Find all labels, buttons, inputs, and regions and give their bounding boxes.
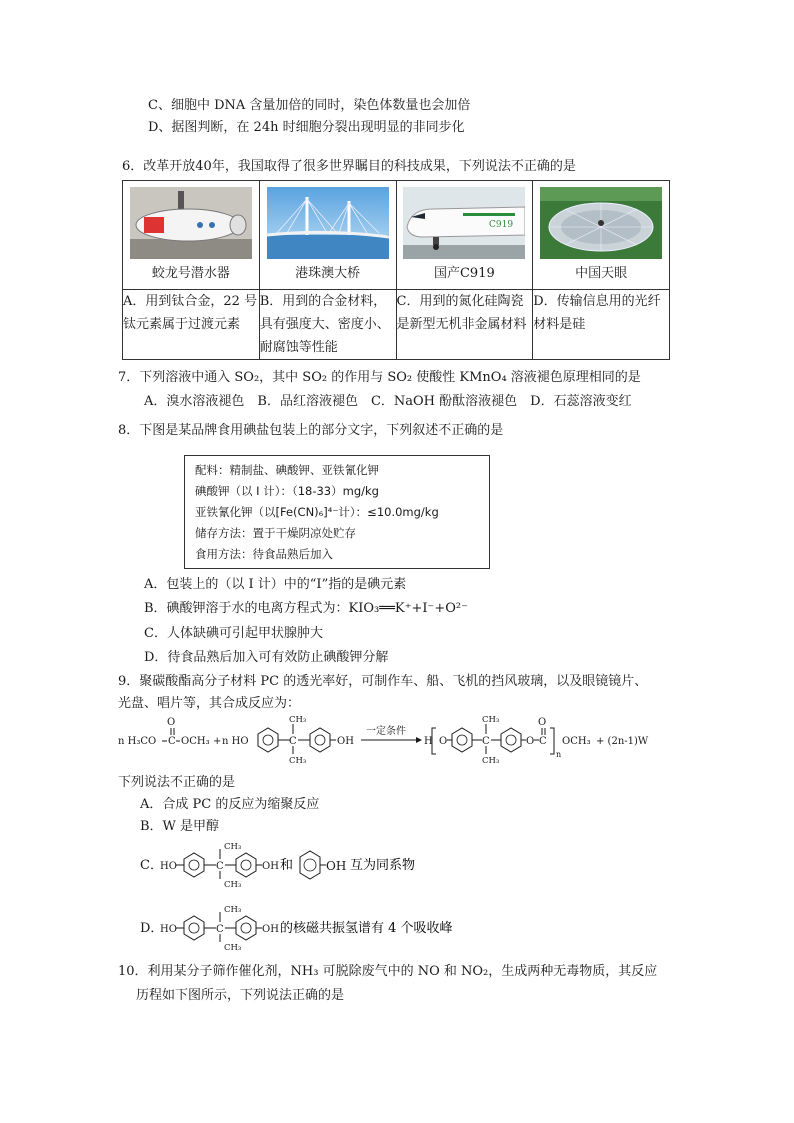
q6-option-a: A．用到钛合金，22 号钛元素属于过渡元素: [123, 290, 260, 360]
q8-option-c: C．人体缺碘可引起甲状腺肿大: [144, 626, 323, 641]
bridge-image: [267, 187, 389, 259]
q9-option-c-end: 互为同系物: [350, 858, 416, 873]
product-o: O: [439, 736, 448, 747]
salt-label-box: [184, 455, 490, 569]
q6-table: [122, 180, 670, 360]
bisphenol-c: C: [216, 861, 224, 872]
salt-line-ingredients: 配料：精制盐、碘酸钾、亚铁氰化钾: [195, 463, 379, 477]
salt-line-storage: 储存方法：置于干燥阴凉处贮存: [195, 526, 356, 540]
telescope-image: [540, 187, 662, 259]
q9-option-c-and: 和: [280, 858, 294, 873]
product-end: OCH₃: [562, 736, 591, 747]
salt-line-usage: 食用方法：待食品熟后加入: [195, 547, 333, 561]
reaction-byproduct: + (2n-1)W: [596, 736, 649, 747]
q7-stem: 7．下列溶液中通入 SO₂，其中 SO₂ 的作用与 SO₂ 使酸性 KMnO₄ 溶液褪色原理相同的是: [118, 370, 641, 385]
reaction-methoxy-end: OCH₃: [181, 736, 210, 747]
product-carbonyl-o: O: [538, 717, 547, 728]
q9-option-b: B．W 是甲醇: [140, 819, 220, 834]
q6-option-c: C．用到的氮化硅陶瓷是新型无机非金属材料: [396, 290, 533, 360]
reaction-bisphenol-ho: n HO: [222, 736, 249, 747]
salt-line-iodate: 碘酸钾（以 I 计）：（18-33）mg/kg: [195, 484, 379, 498]
q6-caption-d: 中国天眼: [575, 266, 628, 281]
q9-option-d-end: 的核磁共振氢谱有 4 个吸收峰: [280, 921, 453, 936]
phenol-oh: OH: [326, 859, 347, 873]
reaction-ch3-bottom: CH₃: [289, 756, 307, 766]
q6-cell-telescope: [533, 181, 670, 290]
bisphenol-ch3-bottom: CH₃: [224, 880, 242, 890]
q9-stem-line1: 9．聚碳酸酯高分子材料 PC 的透光率好，可制作车、船、飞机的挡风玻璃，以及眼镜镜片、: [118, 674, 648, 689]
product-h: H: [424, 736, 433, 747]
q9-option-c-structures: [160, 838, 450, 890]
product-o2: O: [526, 736, 535, 747]
q10-stem-line2: 历程如下图所示，下列说法正确的是: [136, 988, 345, 1003]
q6-cell-plane: [396, 181, 533, 290]
d-bisphenol-ch3-bottom: CH₃: [224, 943, 242, 953]
q9-stem-line2: 光盘、唱片等，其合成反应为：: [118, 696, 301, 711]
q6-cell-submarine: [123, 181, 260, 290]
reaction-ester-carbon: C: [168, 736, 176, 747]
q6-option-b: B．用到的合金材料，具有强度大、密度小、耐腐蚀等性能: [259, 290, 396, 360]
q9-stem-line3: 下列说法不正确的是: [118, 775, 236, 790]
reaction-condition: 一定条件: [366, 726, 406, 737]
bisphenol-ho: HO: [160, 861, 177, 872]
bisphenol-ch3-top: CH₃: [224, 842, 242, 852]
q8-stem: 8．下图是某品牌食用碘盐包装上的部分文字，下列叙述不正确的是: [118, 423, 504, 438]
reaction-carbonyl-oxygen: O: [167, 717, 176, 728]
reaction-ch3-top: CH₃: [289, 715, 307, 725]
q10-stem-line1: 10．利用某分子筛作催化剂，NH₃ 可脱除废气中的 NO 和 NO₂，生成两种无毒物质，其反应: [118, 964, 658, 979]
q8-option-b: B．碘酸钾溶于水的电离方程式为：KIO₃══K⁺+I⁻+O²⁻: [144, 601, 469, 616]
bisphenol-oh: OH: [262, 861, 279, 872]
product-c: C: [482, 736, 490, 747]
reaction-bisphenol-oh: OH: [337, 736, 354, 747]
d-bisphenol-oh: OH: [262, 924, 279, 935]
q9-reaction-equation: [118, 712, 678, 766]
d-bisphenol-c: C: [216, 924, 224, 935]
reaction-left-reactant: n H₃CO: [118, 736, 157, 747]
q6-caption-b: 港珠澳大桥: [295, 266, 361, 281]
q6-option-d: D．传输信息用的光纤材料是硅: [533, 290, 670, 360]
q9-option-d-structure: [160, 901, 480, 953]
d-bisphenol-ch3-top: CH₃: [224, 905, 242, 915]
q6-caption-c: 国产C919: [433, 266, 495, 281]
q6-cell-bridge: [259, 181, 396, 290]
q9-option-a: A．合成 PC 的反应为缩聚反应: [140, 797, 320, 812]
q8-option-a: A．包装上的（以 I 计）中的“I”指的是碘元素: [144, 577, 407, 592]
product-n-subscript: n: [556, 750, 562, 759]
product-ch3-top: CH₃: [482, 715, 500, 725]
q5-option-d: D、据图判断，在 24h 时细胞分裂出现明显的非同步化: [148, 120, 465, 135]
airplane-image: [403, 187, 525, 259]
q8-option-d: D．待食品熟后加入可有效防止碘酸钾分解: [144, 650, 389, 665]
product-ester-c: C: [539, 736, 547, 747]
q9-option-c-label: C．: [140, 858, 163, 873]
reaction-quaternary-c: C: [289, 736, 297, 747]
salt-line-ferrocyanide: 亚铁氰化钾（以[Fe(CN)₆]⁴⁻计）：≤10.0mg/kg: [195, 505, 439, 519]
q6-caption-a: 蛟龙号潜水器: [151, 266, 230, 281]
reaction-plus: +: [213, 736, 222, 747]
q9-option-d-label: D．: [140, 921, 164, 936]
submarine-image: [130, 187, 252, 259]
q6-stem: 6．改革开放40年，我国取得了很多世界瞩目的科技成果，下列说法不正确的是: [122, 159, 576, 174]
q7-options: A．溴水溶液褪色 B．品红溶液褪色 C．NaOH 酚酞溶液褪色 D．石蕊溶液变红: [144, 394, 632, 409]
plane-label: C919: [489, 220, 514, 230]
q5-option-c: C、细胞中 DNA 含量加倍的同时，染色体数量也会加倍: [148, 98, 471, 113]
product-ch3-bottom: CH₃: [482, 756, 500, 766]
d-bisphenol-ho: HO: [160, 924, 177, 935]
